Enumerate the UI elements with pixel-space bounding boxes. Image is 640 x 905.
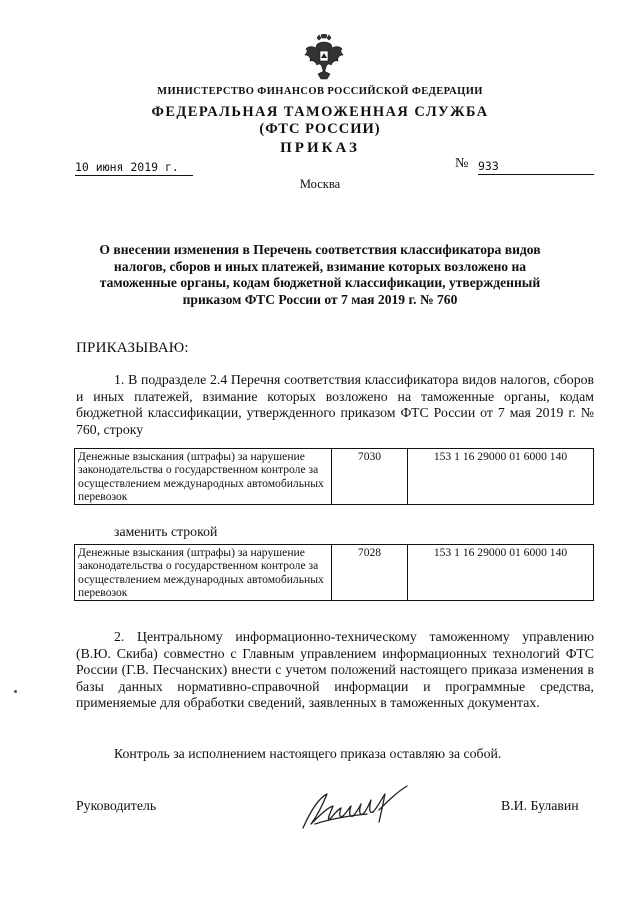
new-row-table [74, 544, 594, 601]
handwritten-signature-icon [297, 780, 413, 836]
signatory-name: В.И. Булавин [501, 798, 579, 813]
replace-text: заменить строкой [114, 524, 218, 539]
row-kbk: 153 1 16 29000 01 6000 140 [408, 449, 594, 505]
row-description: Денежные взыскания (штрафы) за нарушение законодательства о государственном контроле за осуществлением международных автомобильных перевозок [75, 449, 332, 505]
row-kbk: 153 1 16 29000 01 6000 140 [408, 545, 594, 601]
signatory-title: Руководитель [76, 798, 157, 813]
document-number: 933 [478, 159, 594, 175]
paragraph-3: Контроль за исполнением настоящего приказа оставляю за собой. [114, 746, 502, 761]
service-short-name: (ФТС РОССИИ) [259, 121, 381, 137]
coat-of-arms-emblem-icon [304, 34, 344, 80]
scan-dot [14, 690, 17, 693]
document-date: 10 июня 2019 г. [75, 160, 193, 176]
table-row [75, 545, 594, 601]
document-subject: О внесении изменения в Перечень соответствия классификатора видов налогов, сборов и иных платежей, взимание которых возложено на таможенные органы, кодам бюджетной классификации, утвержденный приказом ФТС России от 7 мая 2019 г. № 760 [99, 242, 541, 307]
table-row [75, 449, 594, 505]
paragraph-1: 1. В подразделе 2.4 Перечня соответствия классификатора видов налогов, сборов и иных платежей, взимание которых возложено на таможенные органы, кодам бюджетной классификации, утвержденного приказом ФТС России от 7 мая 2019 г. № 760, строку [76, 372, 594, 437]
document-type: ПРИКАЗ [280, 140, 360, 156]
service-name: ФЕДЕРАЛЬНАЯ ТАМОЖЕННАЯ СЛУЖБА [151, 104, 489, 120]
old-row-table [74, 448, 594, 505]
ministry-name: МИНИСТЕРСТВО ФИНАНСОВ РОССИЙСКОЙ ФЕДЕРАЦИИ [157, 86, 483, 97]
document-city: Москва [299, 177, 341, 191]
paragraph-2: 2. Центральному информационно-техническому таможенному управлению (В.Ю. Скиба) совместно с Главным управлением информационных технологий ФТС России (Г.В. Песчанских) внести с учетом положений настоящего приказа изменения в базы данных нормативно-справочной информации и программные средства, применяемые для обработки сведений, заявленных в таможенных документах. [76, 629, 594, 711]
number-label: № [455, 156, 469, 171]
decree-heading: ПРИКАЗЫВАЮ: [76, 340, 189, 356]
row-description: Денежные взыскания (штрафы) за нарушение законодательства о государственном контроле за осуществлением международных автомобильных перевозок [75, 545, 332, 601]
row-code: 7028 [332, 545, 408, 601]
row-code: 7030 [332, 449, 408, 505]
